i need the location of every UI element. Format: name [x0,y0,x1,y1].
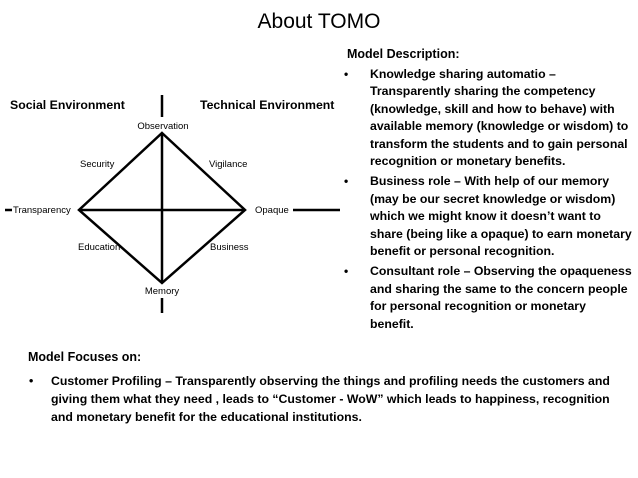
focus-text: Customer Profiling – Transparently observing the things and profiling needs the customers and giving them what they need , leads to “Customer - WoW” which leads to happiness, recognition and monetary benefit for the educational institutions. [51,374,610,424]
social-environment-label: Social Environment [10,98,125,112]
bullet-icon: • [344,174,349,189]
description-text: Business role – With help of our memory (may be our secret knowledge or wisdom) which we might know it doesn’t want to share (being like a opaque) to earn monetary benefit or personal recognition. [370,174,632,259]
description-text: Consultant role – Observing the opaqueness and sharing the same to the concern people for personal recognition or monetary benefit. [370,264,632,331]
description-text: Knowledge sharing automatio – Transparently sharing the competency (knowledge, skill and how to behave) with available memory (knowledge or wisdom) to transform the students and to gain personal recognition or monetary benefits. [370,67,629,169]
transparency-label: Transparency [13,205,71,216]
bullet-icon: • [344,264,349,279]
observation-label: Observation [137,121,189,132]
model-description-heading: Model Description: [347,47,460,61]
bullet-icon: • [29,374,34,388]
list-item [340,66,632,170]
security-label: Security [80,159,115,170]
model-focus-list [28,372,628,426]
opaque-label: Opaque [255,205,289,216]
memory-label: Memory [144,286,180,297]
page-title: About TOMO [257,10,381,33]
model-description-list [340,66,632,336]
education-label: Education [78,242,121,253]
technical-environment-label: Technical Environment [200,98,335,112]
business-label: Business [210,242,249,253]
bullet-icon: • [344,67,349,81]
vigilance-label: Vigilance [209,159,248,170]
model-focus-heading: Model Focuses on: [28,350,142,364]
list-item [28,372,628,426]
list-item [340,263,632,333]
list-item [340,173,632,260]
